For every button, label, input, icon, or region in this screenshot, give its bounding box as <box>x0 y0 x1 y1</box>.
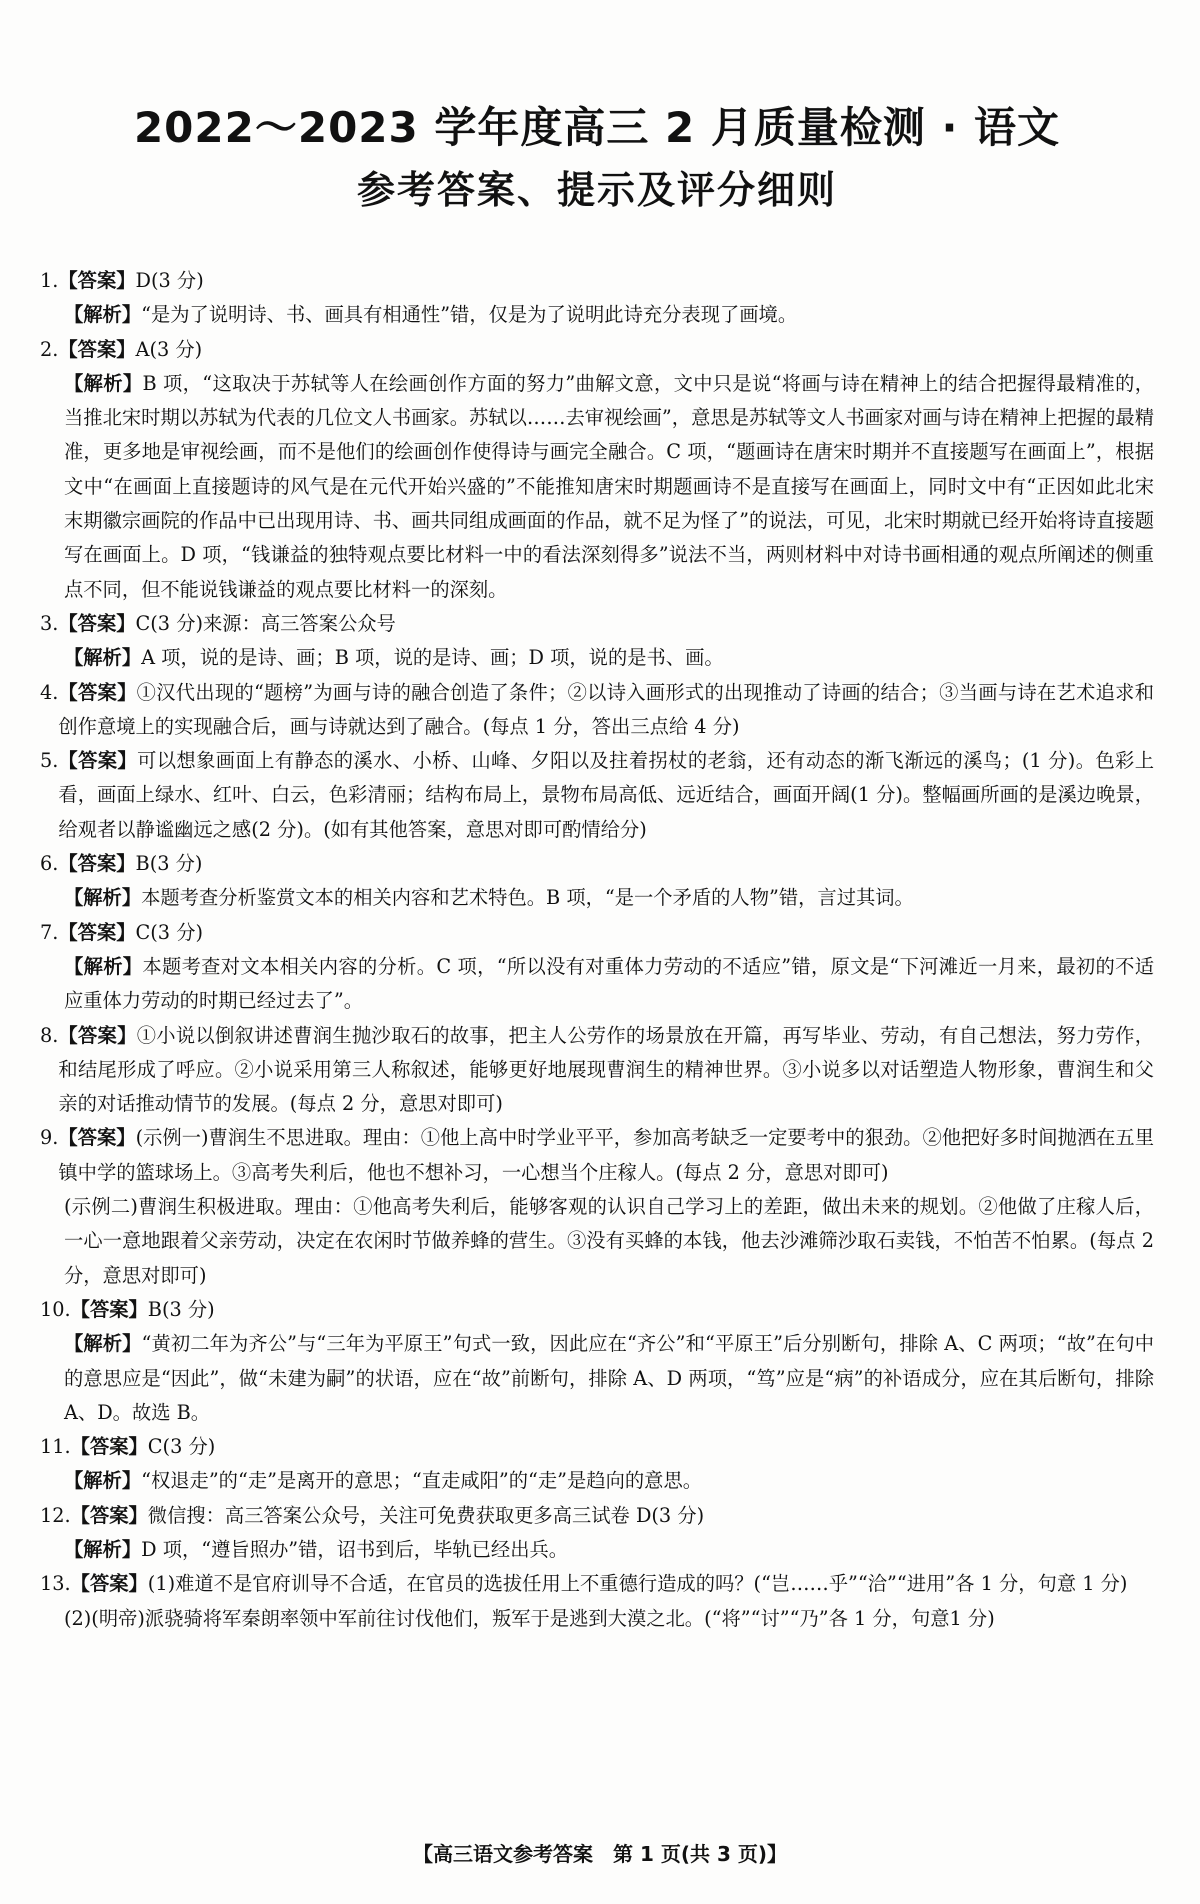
analysis-line <box>40 641 1154 675</box>
question-number: 2. <box>40 337 59 361</box>
analysis-tag: 【解析】 <box>64 371 143 395</box>
answer-tag: 【答案】 <box>58 920 136 944</box>
analysis-text: D 项，“遵旨照办”错，诏书到后，毕轨已经出兵。 <box>141 1537 569 1561</box>
answer-text: ①汉代出现的“题榜”为画与诗的融合创造了条件；②以诗入画形式的出现推动了诗画的结合；③当画与诗在艺术追求和创作意境上的实现融合后，画与诗就达到了融合。(每点 1 分，答出三点给 4 分) <box>58 680 1154 738</box>
answer-item <box>40 847 1154 881</box>
answer-line <box>58 333 1154 367</box>
answer-text: (1)难道不是官府训导不合适，在官员的选拔任用上不重德行造成的吗？(“岂……乎”“洽”“进用”各 1 分，句意 1 分) <box>147 1572 1128 1596</box>
answer-continuation: (2)(明帝)派骁骑将军秦朗率领中军前往讨伐他们，叛军于是逃到大漠之北。(“将”“讨”“乃”各 1 分，句意1 分) <box>64 1606 995 1630</box>
answer-item <box>40 607 1154 641</box>
question-number: 10. <box>40 1297 71 1321</box>
answer-tag: 【答案】 <box>58 1023 137 1047</box>
analysis-tag: 【解析】 <box>64 646 142 670</box>
analysis-text: 本题考查对文本相关内容的分析。C 项，“所以没有对重体力劳动的不适应”错，原文是“下河滩近一月来，最初的不适应重体力劳动的时期已经过去了”。 <box>64 954 1155 1013</box>
answer-tag: 【答案】 <box>58 611 136 635</box>
analysis-line <box>40 1464 1154 1498</box>
analysis-line <box>40 367 1154 607</box>
question-number: 6. <box>40 852 59 876</box>
answer-text: ①小说以倒叙讲述曹润生抛沙取石的故事，把主人公劳作的场景放在开篇，再写毕业、劳动，有自己想法，努力劳作，和结尾形成了呼应。②小说采用第三人称叙述，能够更好地展现曹润生的精神世界。③小说多以对话塑造人物形象，曹润生和父亲的对话推动情节的发展。(每点 2 分，意思对即可) <box>58 1023 1154 1116</box>
answer-line <box>58 607 1154 641</box>
answer-line <box>58 847 1154 881</box>
answer-tag: 【答案】 <box>70 1572 148 1596</box>
answer-tag: 【答案】 <box>58 749 138 773</box>
answer-item <box>40 1293 1154 1327</box>
answer-text: 可以想象画面上有静态的溪水、小桥、山峰、夕阳以及拄着拐杖的老翁，还有动态的渐飞渐远的溪鸟；(1 分)。色彩上看，画面上绿水、红叶、白云，色彩清丽；结构布局上，景物布局高低、远近结合，画面开阔(1 分)。整幅画所画的是溪边晚景，给观者以静谧幽远之感(2 分)。(如有其他答案，意思对即可酌情给分) <box>58 749 1155 841</box>
analysis-tag: 【解析】 <box>64 1469 142 1493</box>
answer-tag: 【答案】 <box>58 269 136 292</box>
analysis-tag: 【解析】 <box>64 303 142 327</box>
answer-continuation: (示例二)曹润生积极进取。理由：①他高考失利后，能够客观的认识自己学习上的差距，做出未来的规划。②他做了庄稼人后，一心一意地跟着父亲劳动，决定在农闲时节做养蜂的营生。③没有买蜂的本钱，他去沙滩筛沙取石卖钱，不怕苦不怕累。(每点 2 分，意思对即可) <box>64 1195 1154 1287</box>
question-number: 3. <box>40 611 59 635</box>
answer-tag: 【答案】 <box>58 1126 136 1150</box>
answer-text: B(3 分) <box>135 852 203 876</box>
answer-text: C(3 分) <box>135 920 204 944</box>
answer-tag: 【答案】 <box>58 852 136 876</box>
answer-item <box>40 1019 1154 1122</box>
answer-tag: 【答案】 <box>58 680 137 704</box>
answer-item <box>40 916 1154 950</box>
analysis-tag: 【解析】 <box>64 954 143 978</box>
answer-tag: 【答案】 <box>70 1297 148 1321</box>
answer-tag: 【答案】 <box>70 1435 148 1459</box>
analysis-line <box>40 1533 1154 1567</box>
analysis-tag: 【解析】 <box>64 886 142 910</box>
answer-line <box>58 744 1154 847</box>
answer-item <box>40 1121 1154 1190</box>
answer-text: A(3 分) <box>135 337 203 361</box>
page-subtitle: 参考答案、提示及评分细则 <box>356 168 837 212</box>
analysis-text: “是为了说明诗、书、画具有相通性”错，仅是为了说明此诗充分表现了画境。 <box>141 303 798 327</box>
answer-text: D(3 分) <box>135 269 204 292</box>
analysis-text: 本题考查分析鉴赏文本的相关内容和艺术特色。B 项，“是一个矛盾的人物”错，言过其词。 <box>141 886 914 910</box>
answer-text: 微信搜：高三答案公众号，关注可免费获取更多高三试卷 D(3 分) <box>147 1503 705 1527</box>
answer-item <box>40 1567 1154 1601</box>
answer-line <box>71 1567 1154 1601</box>
analysis-line <box>40 950 1154 1019</box>
answer-item <box>40 744 1154 847</box>
answer-item <box>40 1499 1154 1533</box>
page-footer: 【高三语文参考答案 第 1 页(共 3 页)】 <box>413 1842 787 1866</box>
analysis-line <box>40 298 1154 332</box>
question-number: 9. <box>40 1126 59 1150</box>
answer-item <box>40 1430 1154 1464</box>
answer-line <box>58 1019 1154 1122</box>
question-number: 13. <box>40 1572 71 1596</box>
question-number: 7. <box>40 920 59 944</box>
analysis-text: A 项，说的是诗、画；B 项，说的是诗、画；D 项，说的是书、画。 <box>141 646 724 670</box>
analysis-text: B 项，“这取决于苏轼等人在绘画创作方面的努力”曲解文意，文中只是说“将画与诗在精神上的结合把握得最精准的，当推北宋时期以苏轼为代表的几位文人书画家。苏轼以……去审视绘画”，意思是苏轼等文人书画家对画与诗在精神上把握的最精准，更多地是审视绘画，而不是他们的绘画创作使得诗与画完全融合。C 项，“题画诗在唐宋时期并不直接题写在画面上”，根据文中“在画面上直接题诗的风气是在元代开始兴盛的”不能推知唐宋时期题画诗不是直接写在画面上，同时文中有“正因如此北宋末期徽宗画院的作品中已出现用诗、书、画共同组成画面的作品，就不足为怪了”的说法，可见，北宋时期就已经开始将诗直接题写在画面上。D 项，“钱谦益的独特观点要比材料一中的看法深刻得多”说法不当，两则材料中对诗书画相通的观点所阐述的侧重点不同，但不能说钱谦益的观点要比材料一的深刻。 <box>64 371 1155 601</box>
question-number: 8. <box>40 1023 59 1047</box>
analysis-text: “权退走”的“走”是离开的意思；“直走咸阳”的“走”是趋向的意思。 <box>141 1469 703 1493</box>
answer-tag: 【答案】 <box>70 1503 148 1527</box>
question-number: 5. <box>40 749 59 773</box>
answer-line <box>58 676 1154 745</box>
answer-text: C(3 分)来源：高三答案公众号 <box>135 611 396 635</box>
answer-tag: 【答案】 <box>58 337 136 361</box>
analysis-tag: 【解析】 <box>64 1332 142 1356</box>
analysis-text: “黄初二年为齐公”与“三年为平原王”句式一致，因此应在“齐公”和“平原王”后分别断句，排除 A、C 两项；“故”在句中的意思应是“因此”，做“未建为嗣”的状语，应在“故”前断句，排除 A、D 两项，“笃”应是“病”的补语成分，应在其后断句，排除 A、D。故选 B。 <box>64 1332 1154 1424</box>
question-number: 1. <box>40 269 59 292</box>
answer-item <box>40 676 1154 745</box>
answer-line <box>71 1430 1154 1464</box>
answer-line <box>58 1121 1154 1190</box>
answer-list <box>40 264 1154 1636</box>
answer-line <box>58 916 1154 950</box>
answer-line <box>71 1499 1154 1533</box>
analysis-line <box>40 881 1154 915</box>
question-number: 11. <box>40 1435 71 1459</box>
analysis-tag: 【解析】 <box>64 1537 142 1561</box>
answer-line <box>71 1293 1154 1327</box>
answer-text: C(3 分) <box>147 1435 216 1459</box>
answer-text: (示例一)曹润生不思进取。理由：①他上高中时学业平平，参加高考缺乏一定要考中的狠劲。②他把好多时间抛洒在五里镇中学的篮球场上。③高考失利后，他也不想补习，一心想当个庄稼人。(每点 2 分，意思对即可) <box>58 1126 1154 1184</box>
question-number: 4. <box>40 680 59 704</box>
answer-item <box>40 264 1154 298</box>
page-title: 2022～2023 学年度高三 2 月质量检测 · 语文 <box>133 103 1061 152</box>
answer-item <box>40 333 1154 367</box>
answer-text: B(3 分) <box>147 1297 215 1321</box>
answer-line <box>58 264 1154 298</box>
analysis-line <box>40 1327 1154 1430</box>
question-number: 12. <box>40 1503 71 1527</box>
